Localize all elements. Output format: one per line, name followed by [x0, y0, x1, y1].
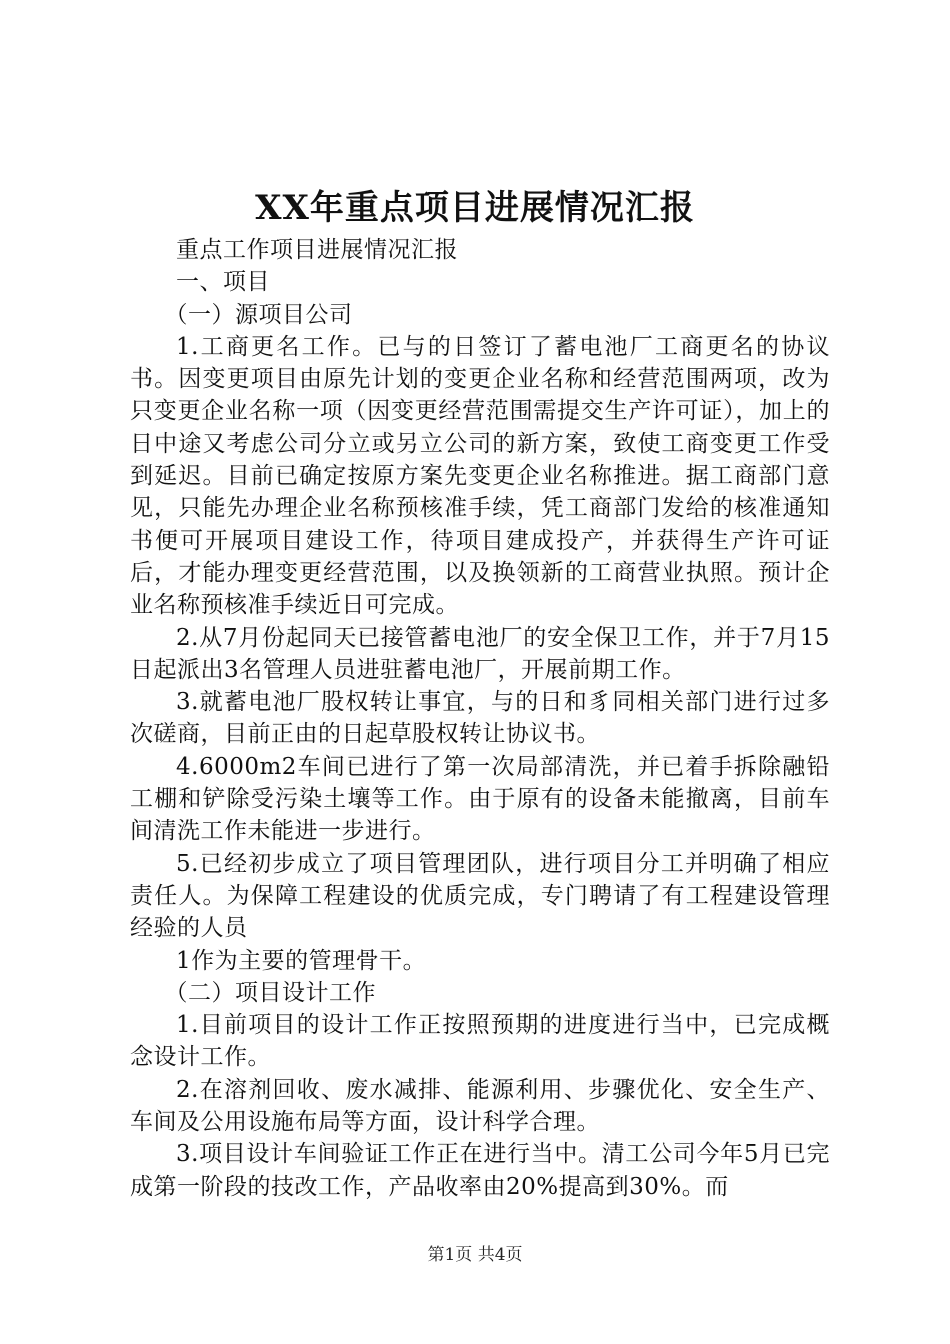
paragraph-subsection-heading: （一）源项目公司: [164, 301, 353, 328]
paragraph-item: 1.工商更名工作。已与的日签订了蓄电池厂工商更名的协议书。因变更项目由原先计划的变更企业名称和经营范围两项，改为只变更企业名称一项（因变更经营范围需提交生产许可证），加上的日中途又考虑公司分立或另立公司的新方案，致使工商变更工作受到延迟。目前已确定按原方案先变更企业名称推进。据工商部门意见，只能先办理企业名称预核准手续，凭工商部门发给的核准通知书便可开展项目建设工作，待项目建成投产，并获得生产许可证后，才能办理变更经营范围，以及换领新的工商营业执照。预计企业名称预核准手续近日可完成。: [130, 333, 830, 619]
paragraph-item: 3.项目设计车间验证工作正在进行当中。清工公司今年5月已完成第一阶段的技改工作，产品收率由20%提高到30%。而: [130, 1141, 830, 1200]
document-title: XX年重点项目进展情况汇报: [255, 188, 695, 228]
paragraph-item: 4.6000m2车间已进行了第一次局部清洗，并已着手拆除融铅工棚和铲除受污染土壤等工作。由于原有的设备未能撤离，目前车间清洗工作未能进一步进行。: [130, 753, 830, 845]
paragraph-item: 2.从7月份起同天已接管蓄电池厂的安全保卫工作，并于7月15日起派出3名管理人员进驻蓄电池厂，开展前期工作。: [130, 624, 830, 683]
paragraph-item: 3.就蓄电池厂股权转让事宜，与的日和豸同相关部门进行过多次磋商，目前正由的日起草股权转让协议书。: [130, 689, 830, 748]
page-number-footer: 第1页 共4页: [427, 1245, 523, 1265]
document-body: [130, 234, 830, 1203]
paragraph-subtitle: 重点工作项目进展情况汇报: [176, 237, 458, 263]
paragraph-item: 2.在溶剂回收、废水减排、能源利用、步骤优化、安全生产、车间及公用设施布局等方面，设计科学合理。: [130, 1076, 830, 1136]
paragraph-item: 1.目前项目的设计工作正按照预期的进度进行当中，已完成概念设计工作。: [130, 1012, 830, 1071]
paragraph-section-heading: 一、项目: [176, 269, 270, 296]
paragraph-item: 5.已经初步成立了项目管理团队，进行项目分工并明确了相应责任人。为保障工程建设的优质完成，专门聘请了有工程建设管理经验的人员: [130, 850, 830, 942]
paragraph-subsection-heading: （二）项目设计工作: [164, 979, 376, 1006]
paragraph-item: 1作为主要的管理骨干。: [176, 947, 427, 974]
